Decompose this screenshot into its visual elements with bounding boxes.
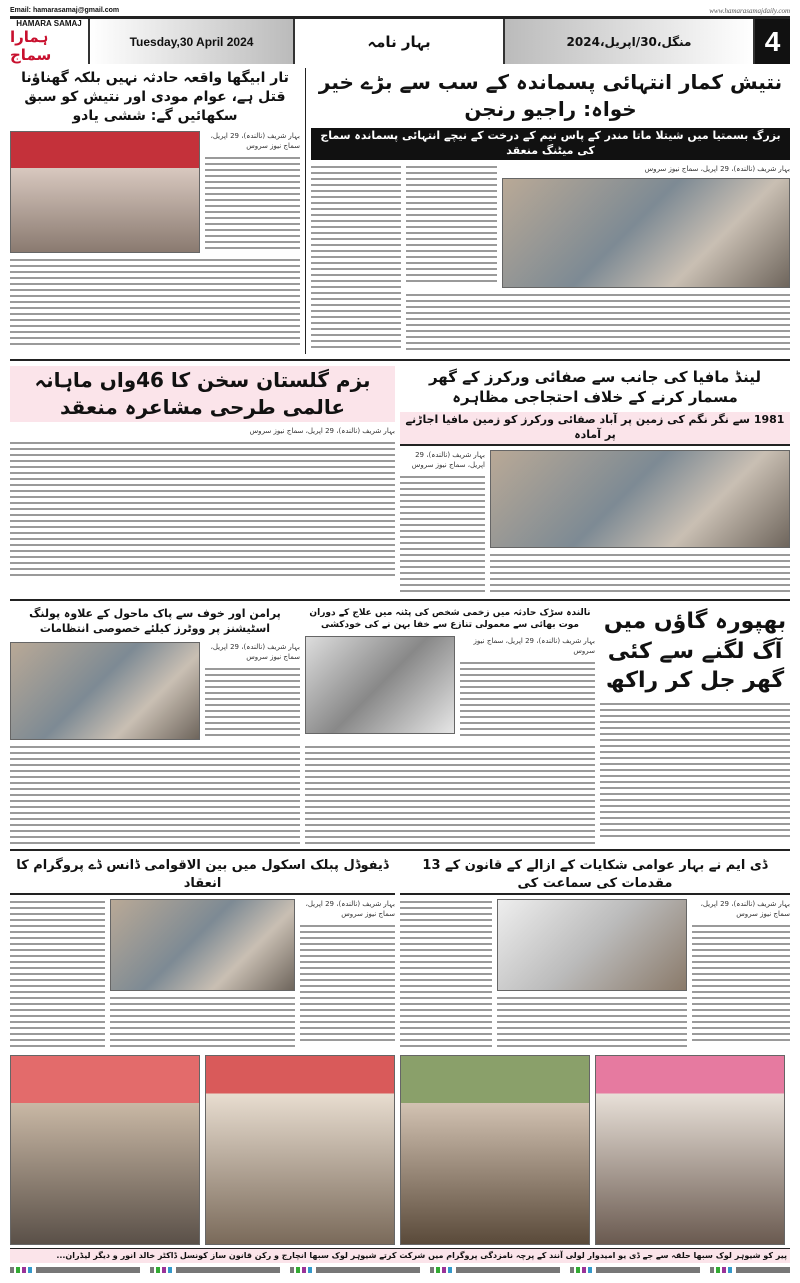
page-number: 4 [755, 19, 790, 64]
headline-dance-day: ڈیفوڈل پبلک اسکول میں بین الاقوامی ڈانس ڈے پروگرام کا انعقاد [10, 856, 395, 895]
article-text [460, 660, 595, 740]
dm-office-photo [497, 899, 687, 991]
nomination-photo-1 [10, 1055, 200, 1245]
police-jeep-photo [305, 636, 455, 734]
nomination-photo-2 [205, 1055, 395, 1245]
article-text [600, 701, 790, 841]
headline-mushaira: بزم گلستان سخن کا 46واں ماہانہ عالمی طرحی مشاعرہ منعقد [10, 366, 395, 422]
headline-rajiv-ranjan: نتیش کمار انتہائی پسماندہ کے سب سے بڑے خیر خواہ: راجیو رنجن [318, 70, 783, 121]
section-2 [10, 366, 790, 594]
meeting-photo [502, 178, 790, 288]
newspaper-logo [10, 19, 90, 64]
dance-program-photo [110, 899, 295, 991]
dateline: بہار شریف (نالندہ)، 29 اپریل، سماج نیوز سروس [249, 426, 395, 435]
press-conference-photo [10, 131, 200, 253]
article-text [305, 744, 595, 844]
article-text [10, 899, 105, 1049]
story-fire [600, 606, 790, 841]
protest-photo [490, 450, 790, 548]
section-divider [10, 359, 790, 361]
story-land-mafia [400, 366, 790, 594]
headline-road-accident: نالندہ سڑک حادثہ میں زخمی شخص کی پٹنہ میں علاج کے دوران موت بھائی سے معمولی تنازع سے خفا بہن نے کی خودکشی [309, 607, 591, 631]
footer-decoration [10, 1267, 790, 1273]
article-text [205, 666, 300, 738]
story-shashi-yadav [10, 68, 300, 347]
date-urdu: منگل،30/اپریل،2024 [505, 19, 755, 64]
section-divider [10, 599, 790, 601]
story-rajiv-ranjan [311, 68, 790, 354]
article-text [10, 440, 395, 580]
section-1 [10, 68, 790, 354]
dateline: بہار شریف (نالندہ)، 29 اپریل، سماج نیوز سروس [644, 164, 790, 173]
dateline: بہار شریف (نالندہ)، 29 اپریل، سماج نیوز سروس [473, 637, 595, 656]
dateline: بہار شریف (نالندہ)، 29 اپریل، سماج نیوز سروس [700, 900, 790, 919]
headline-polling: پرامن اور خوف سے پاک ماحول کے علاوہ پولنگ اسٹیشنز پر ووٹرز کیلئے خصوصی انتظامات [29, 606, 281, 635]
story-mushaira [10, 366, 395, 580]
section-4 [10, 856, 790, 1049]
headline-dm-hearing: ڈی ایم نے بہار عوامی شکایات کے ازالے کے قانون کے 13 مقدمات کی سماعت کی [400, 856, 790, 895]
section-divider [10, 849, 790, 851]
article-text [110, 995, 295, 1049]
email-address: Email: hamarasamaj@gmail.com [10, 7, 120, 14]
article-text [497, 995, 687, 1049]
top-strip [10, 6, 790, 16]
website-url: www.hamarasamajdaily.com [709, 7, 790, 15]
dateline: بہار شریف (نالندہ)، 29 اپریل، سماج نیوز سروس [210, 642, 300, 661]
dateline: بہار شریف (نالندہ)، 29 اپریل، سماج نیوز سروس [305, 900, 395, 919]
article-text [300, 923, 395, 1043]
article-text [406, 292, 790, 354]
photo-strip [10, 1055, 790, 1245]
story-dance-day [10, 856, 395, 1049]
article-text [311, 164, 401, 352]
dateline: بہار شریف (نالندہ)، 29 اپریل، سماج نیوز سروس [210, 131, 300, 150]
subhead-meeting: بزرگ بسمتیا میں شیتلا ماتا مندر کے پاس نیم کے درخت کے نیچے انتہائی پسماندہ سماج کی میٹنگ منعقد [311, 128, 790, 160]
dateline: بہار شریف (نالندہ)، 29 اپریل، سماج نیوز سروس [411, 450, 485, 469]
article-text [400, 474, 485, 594]
article-text [10, 257, 300, 347]
section-3 [10, 606, 790, 844]
masthead [10, 16, 790, 64]
headline-land-mafia: لینڈ مافیا کی جانب سے صفائی ورکرز کے گھر مسمار کرنے کے خلاف احتجاجی مظاہرہ [428, 367, 762, 406]
section-title: بہار نامہ [295, 19, 505, 64]
story-road-accident [305, 606, 595, 844]
nomination-photo-3 [400, 1055, 590, 1245]
article-text [692, 923, 790, 1043]
article-text [490, 552, 790, 592]
headline-shashi-yadav: تار ابیگھا واقعہ حادثہ نہیں بلکہ گھناؤنا قتل ہے، عوام مودی اور نتیش کو سبق سکھائیں گے: ششی یادو [21, 70, 289, 124]
column-divider [305, 68, 306, 354]
article-text [406, 164, 497, 286]
article-text [10, 744, 300, 844]
date-english: Tuesday,30 April 2024 [90, 19, 295, 64]
nomination-photo-4 [595, 1055, 785, 1245]
subhead-land-mafia: 1981 سے نگر نگم کی زمین پر آباد صفائی ورکرز کو زمین مافیا اجاڑنے پر آمادہ [400, 412, 790, 446]
logo-english: HAMARA SAMAJ [16, 19, 82, 28]
headline-fire: بھپورہ گاؤں میں آگ لگنے سے کئی گھر جل کر راکھ [603, 608, 787, 694]
article-text [400, 899, 492, 1049]
photo-caption: پیر کو شیوہر لوک سبھا حلقہ سے جے ڈی یو امیدوار لولی آنند کے پرچہ نامزدگی پروگرام میں شرکت کرتے شیوہر لوک سبھا انچارج و رکن قانون ساز کونسل ڈاکٹر خالد انور و دیگر لیڈران... [10, 1248, 790, 1263]
article-text [205, 155, 300, 251]
polling-meeting-photo [10, 642, 200, 740]
story-dm-hearing [400, 856, 790, 1049]
story-polling [10, 606, 300, 844]
logo-urdu: ہمارا سماج [10, 28, 52, 64]
